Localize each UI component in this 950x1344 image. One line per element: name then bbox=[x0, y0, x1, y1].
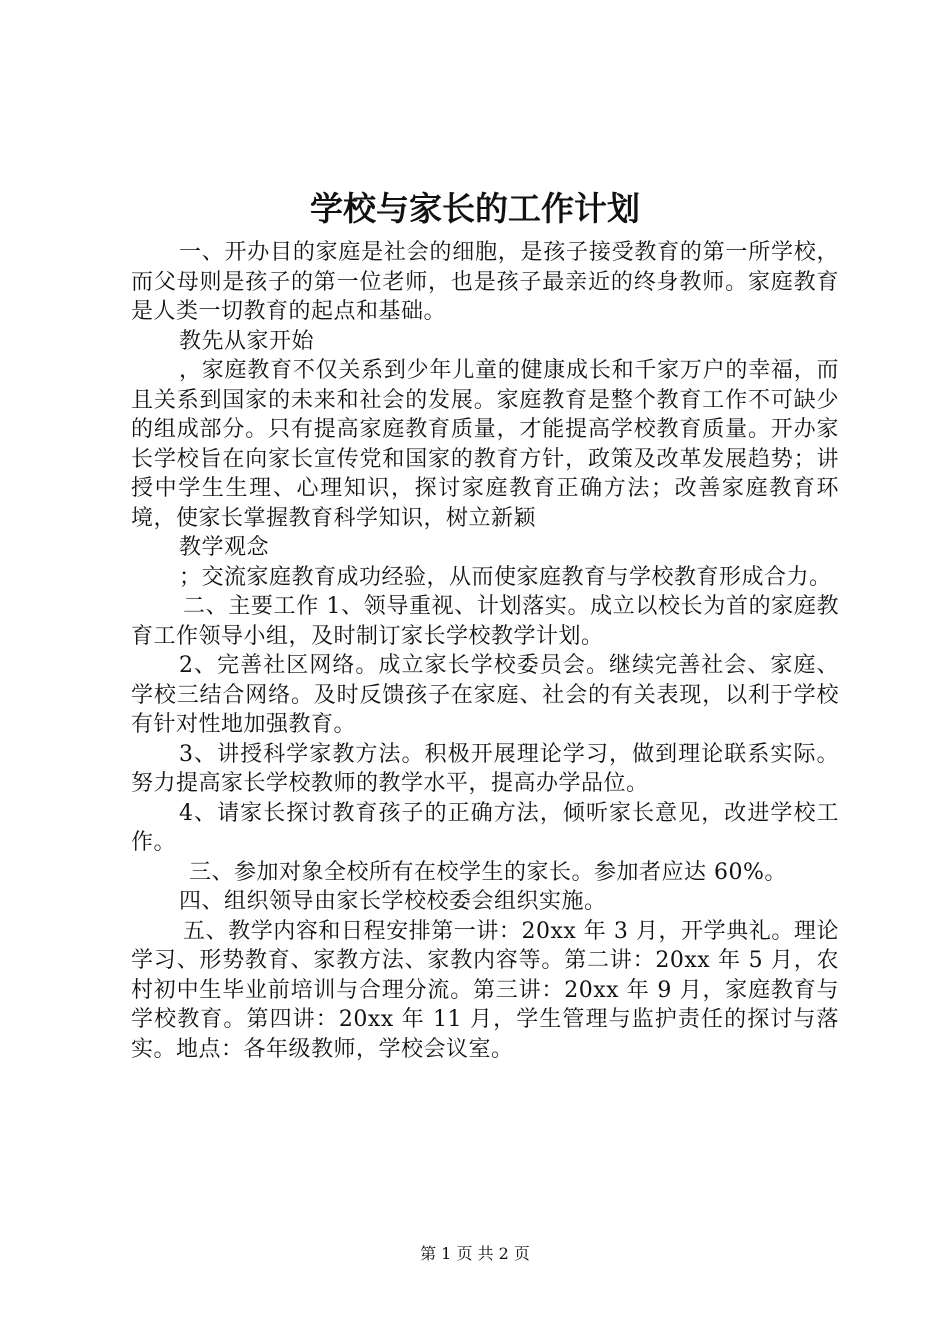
paragraph-participants: 三、参加对象全校所有在校学生的家长。参加者应达 60%。 bbox=[189, 859, 787, 885]
paragraph-schedule: 五、教学内容和日程安排第一讲：20xx 年 3 月，开学典礼。理论学习、形势教育、家教方法、家教内容等。第二讲：20xx 年 5 月，农村初中生毕业前培训与合理分流。第三讲：20xx 年 9 月，家庭教育与学校教育。第四讲：20xx 年 11 月，学生管理与监护责任的探讨与落实。地点：各年级教师，学校会议室。 bbox=[131, 918, 839, 1062]
paragraph-item-3: 3、讲授科学家教方法。积极开展理论学习，做到理论联系实际。努力提高家长学校教师的教学水平，提高办学品位。 bbox=[131, 741, 839, 796]
paragraph-subheading: 教先从家开始 bbox=[179, 328, 315, 354]
paragraph-exchange: ；交流家庭教育成功经验，从而使家庭教育与学校教育形成合力。 bbox=[179, 564, 832, 590]
paragraph-family-education: ，家庭教育不仅关系到少年儿童的健康成长和千家万户的幸福，而且关系到国家的未来和社会的发展。家庭教育是整个教育工作不可缺少的组成部分。只有提高家庭教育质量，才能提高学校教育质量。开办家长学校旨在向家长宣传党和国家的教育方针，政策及改革发展趋势；讲授中学生生理、心理知识，探讨家庭教育正确方法；改善家庭教育环境，使家长掌握教育科学知识，树立新颖 bbox=[131, 358, 839, 531]
page-footer: 第 1 页 共 2 页 bbox=[420, 1244, 530, 1263]
paragraph-item-2: 2、完善社区网络。成立家长学校委员会。继续完善社会、家庭、学校三结合网络。及时反馈孩子在家庭、社会的有关表现，以利于学校有针对性地加强教育。 bbox=[131, 653, 839, 737]
paragraph-item-4: 4、请家长探讨教育孩子的正确方法，倾听家长意见，改进学校工作。 bbox=[131, 800, 839, 855]
paragraph-teaching-concept: 教学观念 bbox=[179, 535, 270, 560]
paragraph-purpose: 一、开办目的家庭是社会的细胞，是孩子接受教育的第一所学校，而父母则是孩子的第一位老师，也是孩子最亲近的终身教师。家庭教育是人类一切教育的起点和基础。 bbox=[131, 240, 839, 324]
paragraph-main-work: 二、主要工作 1、领导重视、计划落实。成立以校长为首的家庭教育工作领导小组，及时制订家长学校教学计划。 bbox=[131, 594, 839, 649]
document-body bbox=[131, 238, 839, 1064]
document-title: 学校与家长的工作计划 bbox=[310, 189, 640, 228]
paragraph-organization: 四、组织领导由家长学校校委会组织实施。 bbox=[179, 889, 607, 914]
